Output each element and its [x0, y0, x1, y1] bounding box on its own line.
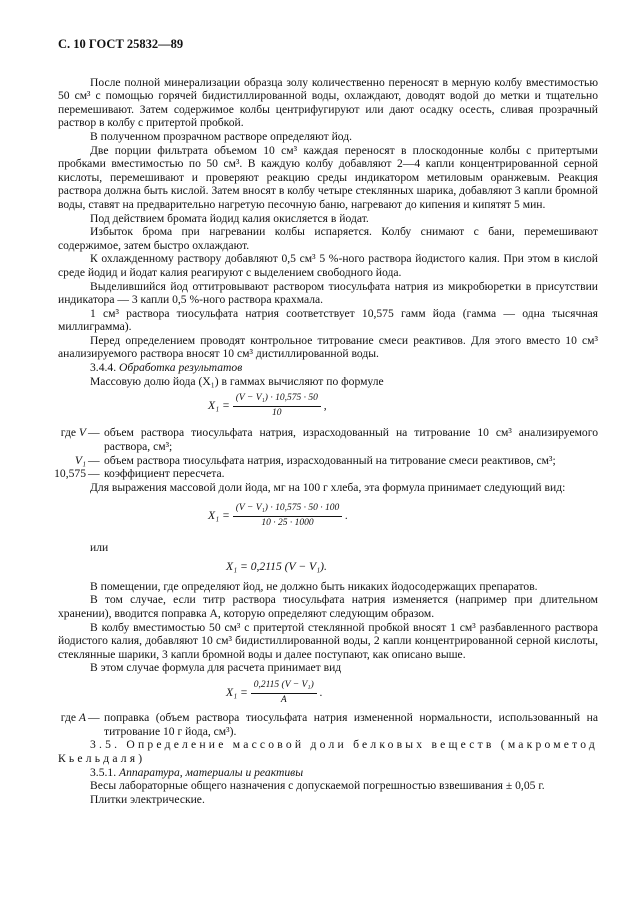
section-heading-3-4-4 [58, 361, 598, 375]
definition-dash: — [88, 426, 100, 440]
paragraph: Избыток брома при нагревании колбы испаряется. Колбу снимают с бани, перемешивают содержимое, затем быстро охлаждают. [58, 225, 598, 252]
definition-text: поправка (объем раствора тиосульфата натрия измененной нормальности, использованный на титрование 10 г йода, см³). [104, 711, 598, 738]
paragraph: В колбу вместимостью 50 см³ с притертой стеклянной пробкой вносят 1 см³ разбавленного раствора йодистого калия, добавляют 10 см³ бидистиллированной воды, 2 капли концентрированной серной кислоты, стеклянные шарики, 3 капли бромной воды и далее поступают, как описано выше. [58, 620, 598, 661]
definition-symbol: V₁ [74, 453, 86, 467]
definition-text: объем раствора тиосульфата натрия, израсходованный на титрование смеси реактивов, см³; [104, 453, 556, 467]
paragraph: Под действием бромата йодид калия окисляется в йодат. [90, 211, 369, 225]
paragraph: В помещении, где определяют йод, не должно быть никаких йодосодержащих препаратов. [90, 579, 538, 593]
formula-fraction [233, 392, 321, 420]
section-heading-3-5: 3.5. Определение массовой доли белковых веществ (макрометод Кьельдаля) [58, 738, 598, 765]
definition-row [26, 454, 598, 468]
definition-row [26, 467, 598, 481]
definition-dash: — [88, 467, 100, 481]
formula-tail: . [319, 685, 323, 699]
definition-row [26, 711, 598, 738]
formula-denominator: 10 [272, 407, 282, 418]
formula-3: X₁ = 0,2115 (V − V₁). [226, 560, 327, 574]
formula-lhs: X₁ = [208, 509, 230, 523]
formula-lhs: X₁ = [208, 399, 230, 412]
formula-numerator: (V − V₁) · 10,575 · 50 [233, 392, 321, 407]
paragraph: Весы лабораторные общего назначения с допускаемой погрешностью взвешивания ± 0,05 г. [90, 779, 545, 793]
paragraph: Плитки электрические. [90, 792, 205, 806]
formula-numerator: 0,2115 (V − V₁) [251, 679, 317, 694]
paragraph: В этом случае формула для расчета принимает вид [90, 661, 342, 675]
paragraph: Массовую долю йода (X₁) в гаммах вычисляют по формуле [90, 374, 384, 388]
paragraph: Перед определением проводят контрольное титрование смеси реактивов. Для этого вместо 10 см³ анализируемого раствора вносят 10 см³ дистиллированной воды. [58, 333, 598, 361]
paragraph: 1 см³ раствора тиосульфата натрия соответствует 10,575 гамм йода (гамма — одна тысячная миллиграмма). [58, 306, 598, 334]
paragraph: В полученном прозрачном растворе определяют йод. [90, 129, 353, 143]
section-heading-3-5-1 [58, 766, 598, 780]
paragraph: В том случае, если титр раствора тиосульфата натрия изменяется (например при длительном хранении), вводится поправка A, которую определяют следующим образом. [58, 593, 598, 620]
paragraph: К охлажденному раствору добавляют 0,5 см³ 5 %-ного раствора йодистого калия. При этом в кислой среде йодид и йодат калия реагируют с выделением свободного йода. [58, 252, 598, 279]
section-title: Аппаратура, материалы и реактивы [119, 765, 304, 779]
formula-denominator: A [280, 694, 287, 705]
formula-4 [226, 679, 598, 707]
formula-2 [208, 502, 598, 530]
formula-fraction [233, 502, 342, 530]
definition-symbol: где A [60, 711, 86, 725]
formula-fraction [251, 679, 317, 707]
section-number: 3.5.1. [90, 765, 117, 779]
formula-1 [208, 392, 598, 420]
formula-denominator: 10 · 25 · 1000 [261, 518, 314, 528]
definition-text: объем раствора тиосульфата натрия, израсходованный на титрование 10 см³ анализируемого раствора, см³; [104, 426, 598, 454]
paragraph: После полной минерализации образца золу количественно переносят в мерную колбу вместимостью 50 см³ с помощью горячей бидистиллированной воды, охлаждают, доводят водой до метки и тщательно перемешивают. Затем содержимое колбы центрифугируют или дают осадку осесть, сливая прозрачный раствор в колбу с притертой пробкой. [58, 75, 598, 130]
formula-tail: . [345, 509, 349, 523]
definition-text: коэффициент пересчета. [104, 467, 225, 481]
document-page [54, 37, 598, 806]
definition-dash: — [88, 711, 100, 725]
paragraph: Выделившийся йод оттитровывают раствором тиосульфата натрия из микробюретки в присутствии индикатора — 3 капли 0,5 %-ного раствора крахмала. [58, 279, 598, 307]
formula-lhs: X₁ = [226, 685, 248, 699]
or-label: или [90, 540, 109, 554]
definition-symbol: где V [60, 426, 86, 440]
formula-tail: , [323, 399, 327, 412]
definition-symbol: 10,575 [54, 467, 86, 481]
section-number: 3.4.4. [90, 361, 117, 375]
definition-row [26, 426, 598, 453]
page-header: С. 10 ГОСТ 25832—89 [58, 37, 184, 51]
definition-dash: — [88, 453, 100, 467]
paragraph: Для выражения массовой доли йода, мг на 100 г хлеба, эта формула принимает следующий вид: [90, 480, 566, 494]
section-title: Обработка результатов [119, 361, 243, 375]
paragraph: Две порции фильтрата объемом 10 см³ каждая переносят в плоскодонные колбы с притертыми пробками вместимостью по 50 см³. В каждую колбу добавляют 2—4 капли концентрированной серной кислоты, перемешивают и проверяют реакцию среды индикатором метиловым оранжевым. Реакция раствора должна быть кислой. Затем вносят в колбу четыре стеклянных шарика, добавляют 3 капли бромной воды, ставят на предварительно нагретую песочную баню, нагревают до кипения и кипятят 5 мин. [58, 143, 598, 211]
formula-numerator: (V − V₁) · 10,575 · 50 · 100 [233, 502, 342, 517]
